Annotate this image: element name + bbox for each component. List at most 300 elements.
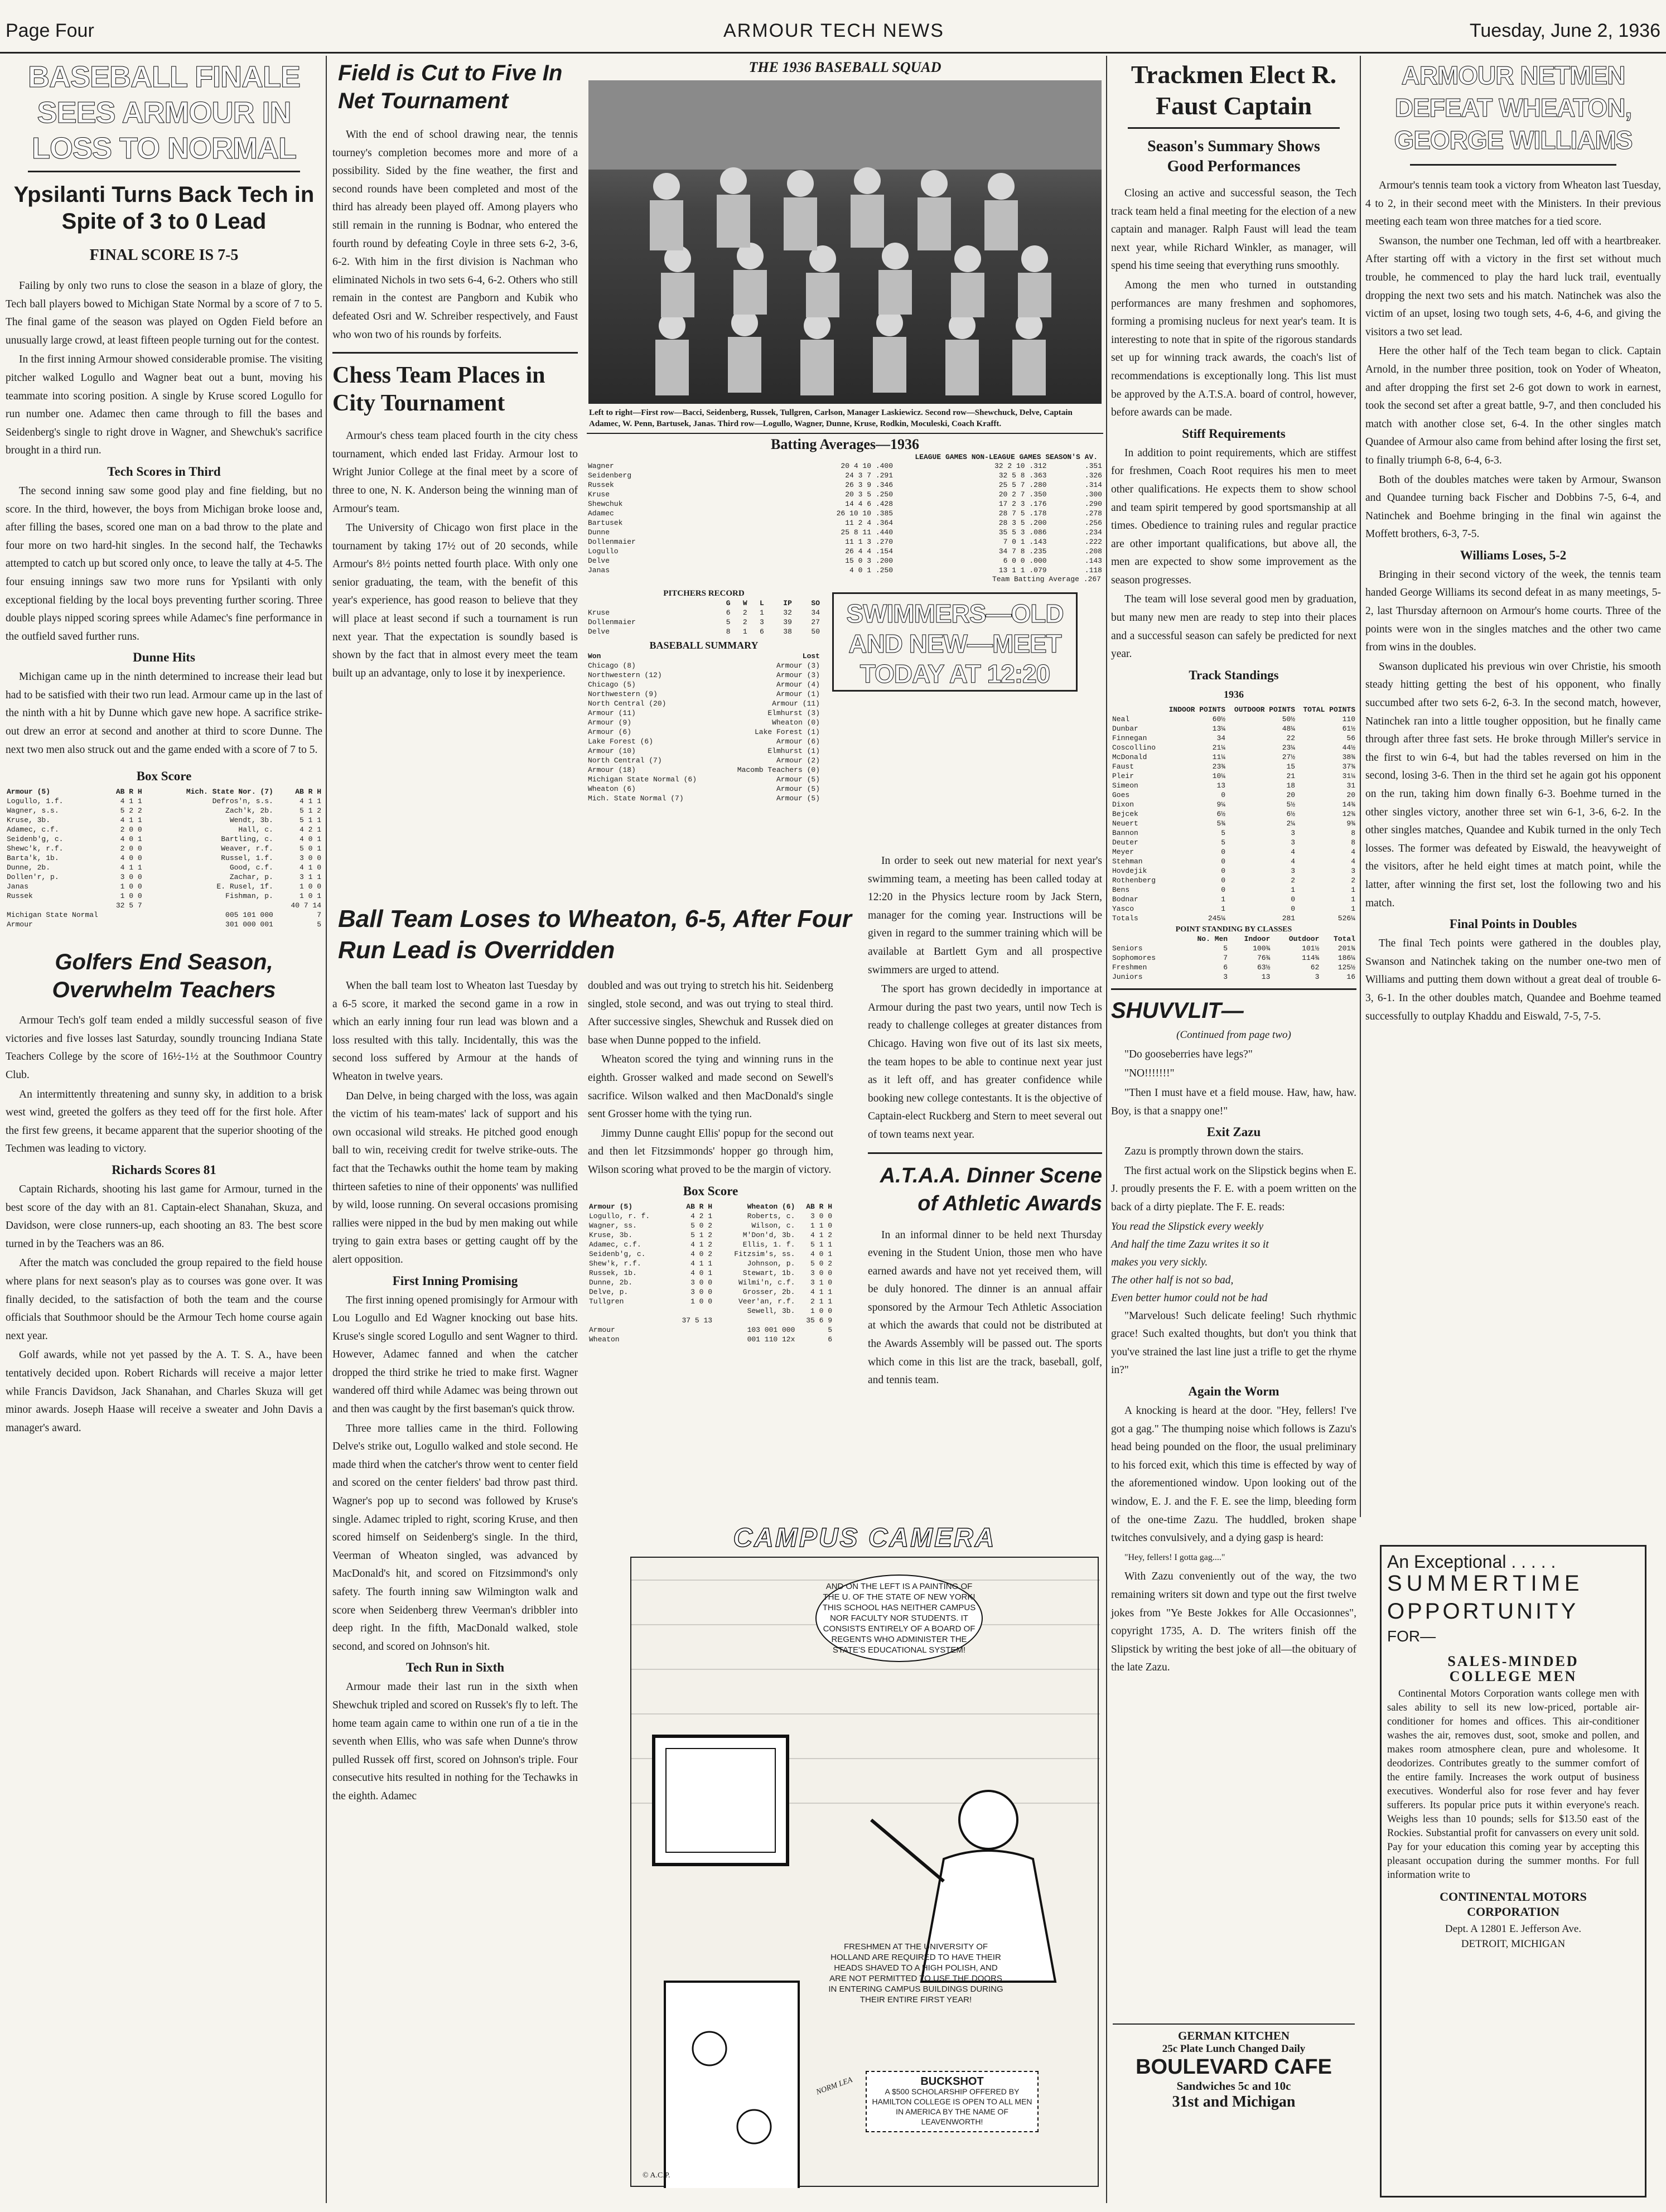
undefined-cell: 0 — [1291, 895, 1296, 904]
undefined-cell: 1 — [742, 627, 747, 636]
undefined-cell: 3 — [1223, 972, 1228, 981]
track-deck: Season's Summary Shows Good Performances — [1147, 138, 1320, 175]
undefined-cell: 4 0 1 .250 — [849, 566, 894, 574]
undefined-cell: Veer'an, r.f. — [738, 1297, 795, 1306]
paragraph: Bringing in their second victory of the week, the tennis team handed George Williams its second defeat in as many meetings, 5-2, last Thursday afternoon on Armour's home courts. Three of the points were won in the singles matches and the other two came from wins in the doubles. — [1365, 568, 1661, 654]
undefined-cell: 6½ — [1286, 809, 1296, 818]
undefined-cell: 26 4 4 .154 — [845, 547, 894, 556]
undefined-cell: 1 — [1291, 885, 1296, 894]
undefined-cell: Wilmi'n, c.f. — [738, 1278, 795, 1287]
paragraph: A knocking is heard at the door. "Hey, fellers! I've got a gag." The thumping noise which follows is Zazu's head being pounded on the floor, the usual preliminary to his forced exit, which this time is effected by way of the aforementioned window. Upon looking out of the window, E. J. and the F. E. see the limp, bleeding form of the one-time Zazu. The huddled, broken shape twitches convulsively, and a dying gasp is heard: — [1111, 1404, 1356, 1544]
team-average: Team Batting Average .267 — [992, 575, 1101, 583]
track-standings-table — [1111, 705, 1356, 923]
class-head-cell: Indoor — [1244, 934, 1271, 943]
undefined — [587, 718, 821, 727]
standings-total-cell: Totals — [1112, 914, 1138, 923]
undefined-cell: 1 — [1351, 885, 1355, 894]
undefined — [587, 528, 1103, 537]
undefined-cell: Armour (6) — [588, 728, 632, 736]
undefined-cell: 8 — [726, 627, 731, 636]
undefined-cell: 5 1 2 — [299, 806, 321, 815]
undefined-cell: 3 — [760, 618, 764, 626]
undefined-cell: Barta'k, 1b. — [7, 854, 59, 863]
undefined-cell: Wagner, ss. — [589, 1221, 637, 1230]
golf-headline: Golfers End Season, Overwhelm Teachers — [52, 950, 276, 1003]
undefined-cell: Wagner, s.s. — [7, 806, 59, 815]
undefined-cell: 15 0 3 .200 — [845, 557, 894, 565]
paragraph: An intermittently threatening and sunny sky, in addition to a brisk west wind, greeted the golfers as they teed off for the first hole. After the first few greens, it became apparent that the superior shooting of the Techmen was leading to victory. — [6, 1088, 322, 1155]
line-team: Michigan State Normal — [7, 911, 98, 920]
undefined-cell: 23¼ — [1282, 743, 1296, 752]
undefined-cell: 28 3 5 .200 — [998, 519, 1047, 527]
undefined-cell: 3 1 0 — [810, 1278, 832, 1287]
undefined-cell: Shew'k, r.f. — [589, 1259, 641, 1268]
undefined-cell: Lake Forest (1) — [754, 728, 820, 736]
column-1 — [6, 59, 322, 2206]
paragraph: Both of the doubles matches were taken by Armour, Swanson and Quandee turning back Fischer and Dobbins 7-5, 6-4, and Natinchek and Boehme bringing in the final win against the Moffett brothers, 6-3, 7-5. — [1365, 474, 1661, 540]
undefined-cell: Wheaton (0) — [772, 718, 820, 727]
undefined-cell: 4 1 1 — [810, 1287, 832, 1296]
undefined — [1111, 714, 1356, 724]
undefined-cell: 4 0 1 — [120, 835, 142, 844]
box-score-totals — [588, 1316, 833, 1325]
undefined — [588, 1211, 833, 1221]
paragraph: The team will lose several good men by graduation, but many new men are ready to step into their places and a successful season can safely be predicted for next year. — [1111, 593, 1356, 660]
class-head-cell: Outdoor — [1288, 934, 1320, 943]
undefined-cell: 38 — [783, 627, 792, 636]
paragraph: Zazu is promptly thrown down the stairs. — [1124, 1146, 1304, 1158]
undefined-cell: 8 — [1351, 838, 1355, 847]
undefined-cell: Russek — [588, 481, 614, 489]
kitchen-address: 31st and Michigan — [1172, 2093, 1296, 2110]
undefined-cell: Shewc'k, r.f. — [7, 844, 64, 853]
paragraph: Armour Tech's golf team ended a mildly successful season of five victories and five losses last Saturday, soundly trouncing Indiana State Teachers College by the score of 16½-1½ at the Southmoor Country Club. — [6, 1015, 322, 1081]
undefined-cell: Armour (5) — [776, 775, 820, 784]
undefined-cell: 4 1 2 — [810, 1230, 832, 1239]
undefined-cell: McDonald — [1112, 752, 1147, 761]
paragraph: Failing by only two runs to close the season in a blaze of glory, the Tech ball players bowed to Michigan State Normal by a score of 7 to 5. The final game of the season was played on Ogden Field before an unusually large crowd, at least fifteen people turning out for the contest. — [6, 280, 322, 346]
undefined-cell: 38¾ — [1342, 752, 1355, 761]
undefined-cell: 0 — [1221, 847, 1226, 856]
line-team: Wheaton — [589, 1335, 620, 1344]
continental-ad — [1380, 1545, 1646, 2197]
ad-company-2: CORPORATION — [1467, 1905, 1559, 1919]
undefined-cell: 4 1 1 — [299, 797, 321, 806]
undefined — [6, 882, 322, 891]
undefined-cell: 4 1 1 — [120, 797, 142, 806]
undefined — [587, 490, 1103, 499]
ad-line-2: SUMMERTIME — [1387, 1571, 1584, 1596]
undefined — [587, 765, 821, 775]
undefined-cell: 5 1 1 — [299, 816, 321, 825]
undefined — [587, 727, 821, 737]
undefined-cell: Deuter — [1112, 838, 1138, 847]
undefined-cell: Sewell, 3b. — [747, 1306, 795, 1315]
undefined-cell: Armour (1) — [776, 690, 820, 698]
undefined-cell: Dunne, 2b. — [7, 863, 51, 872]
paragraph: Swanson duplicated his previous win over Christie, his smooth steady hitting getting the best of his opponent, who finally succumbed after two sets 6-2, 6-3. In the second match, however, Natinchek ran into a little tougher opposition, but he finally came through after three fast sets. He broke through Miller's service in the first to win 6-4, but had the tables reversed on him in the second, losing 3-6. Then in the third set he again got his opponent on the run, taking him down finally 6-3. Boehme turned in the other singles victory, another three set win 6-1, 3-6, 6-2. In the other singles matches, Quandee and Kubik turned in the only Tech losses. The former was defeated by Eiswald, the heavyweight of the visitors, after he held eight times at match point, while the latter, after winning the first set, lost the following two and his match. — [1365, 660, 1661, 909]
undefined-cell: Neal — [1112, 714, 1130, 723]
issue-date: Tuesday, June 2, 1936 — [1469, 20, 1660, 41]
undefined-cell: 114¾ — [1302, 953, 1320, 962]
paragraph: After the match was concluded the group repaired to the field house where plans for next season's play as to courses was gone over. It was finally decided, to the satisfaction of both the team and the course officials that Southmoor should be the Armour Tech home course again next year. — [6, 1257, 322, 1342]
undefined-cell: Stewart, 1b. — [742, 1268, 795, 1277]
line-score-row — [588, 1335, 833, 1344]
undefined-cell: .290 — [1084, 500, 1102, 508]
undefined — [587, 461, 1103, 471]
undefined-cell: 186¼ — [1337, 953, 1355, 962]
undefined-cell: Wheaton (6) — [588, 785, 636, 793]
undefined-cell: .143 — [1084, 557, 1102, 565]
undefined-cell: 5¾ — [1216, 819, 1226, 828]
undefined-cell: Macomb Teachers (0) — [737, 766, 820, 774]
undefined — [587, 689, 821, 699]
undefined-cell: 25 5 7 .280 — [998, 481, 1047, 489]
undefined-cell: 5 2 2 — [120, 806, 142, 815]
paragraph: The final Tech points were gathered in the doubles play, Swanson and Natinchek taking on the number one-two men of Williams and putting them down without a great deal of trouble 6-3, 6-1. In the other doubles match, Quandee and Boehme teamed successfully to outplay Khaddu and Eiswald, 7-5, 7-5. — [1365, 938, 1661, 1022]
undefined-cell: North Central (7) — [588, 756, 662, 765]
line-team: Armour — [589, 1325, 615, 1334]
undefined-cell: 26 10 10 .385 — [836, 509, 894, 518]
undefined-cell: Chicago (5) — [588, 680, 636, 689]
undefined-cell: 4 1 1 — [120, 816, 142, 825]
standings-total-cell: 526¼ — [1337, 914, 1355, 923]
undefined-cell: Dunne — [588, 528, 610, 537]
undefined-cell: 11 1 3 .270 — [845, 538, 894, 546]
pitchers-title: PITCHERS RECORD — [663, 589, 745, 598]
undefined-cell: 2 — [742, 618, 747, 626]
paragraph: doubled and was out trying to stretch his hit. Seidenberg singled, stole second, and was out trying to steal third. After successive singles, Shewchuk and Russek died on base when Dunne popped to the infield. — [588, 980, 833, 1046]
subhead: Exit Zazu — [1206, 1125, 1261, 1139]
undefined — [587, 699, 821, 708]
undefined-cell: Dollenmaier — [588, 538, 636, 546]
cartoonist-signature: NORM LEA — [815, 2075, 854, 2097]
undefined — [1111, 724, 1356, 733]
undefined-cell: 5 — [1221, 838, 1226, 847]
undefined-cell: Defros'n, s.s. — [212, 797, 273, 806]
line-score-row — [6, 910, 322, 920]
undefined-cell: 5 0 2 — [690, 1221, 713, 1230]
line-innings: 005 101 000 — [225, 911, 273, 920]
undefined-cell: 0 — [1291, 904, 1296, 913]
undefined — [587, 661, 821, 670]
standings-total-cell: 245¼ — [1208, 914, 1226, 923]
column-rule — [1360, 56, 1361, 1517]
paper-name: ARMOUR TECH NEWS — [723, 20, 944, 41]
undefined-cell: 5 — [1221, 828, 1226, 837]
cartoon-caption-2: FRESHMEN AT THE UNIVERSITY OF HOLLAND ARE REQUIRED TO HAVE THEIR HEADS SHAVED TO A HIGH POLISH, AND ARE NOT PERMITTED TO USE THE DOORS IN ENTERING CAMPUS BUILDINGS DURING THEIR ENTIRE FIRST YEAR! — [828, 1942, 1003, 2005]
undefined-cell: 4 1 2 — [690, 1240, 713, 1249]
undefined-cell: 3 0 0 — [299, 854, 321, 863]
undefined-cell: Zachar, p. — [229, 873, 273, 882]
undefined-cell: 14 4 6 .428 — [845, 500, 894, 508]
undefined-cell: 7 — [1223, 953, 1228, 962]
undefined-cell: 50½ — [1282, 714, 1296, 723]
undefined-cell: 50 — [811, 627, 820, 636]
undefined-cell: 13 1 1 .079 — [998, 566, 1047, 574]
undefined-cell: Armour (5) — [776, 785, 820, 793]
standings-head-cell: INDOOR POINTS — [1168, 705, 1226, 714]
undefined-cell: Russek, 1b. — [589, 1268, 637, 1277]
undefined — [588, 1268, 833, 1278]
column-3 — [587, 59, 1103, 896]
standings-total-cell: 281 — [1282, 914, 1296, 923]
undefined-cell: 201¾ — [1337, 944, 1355, 953]
box-score-table — [6, 787, 322, 929]
cartoon-credit: © A.C.P. — [643, 2171, 670, 2180]
box-head: Wheaton (6) — [747, 1202, 795, 1211]
undefined-cell: Yasco — [1112, 904, 1134, 913]
undefined-cell: 16 — [1346, 972, 1355, 981]
buckshot-text: A $500 SCHOLARSHIP OFFERED BY HAMILTON COLLEGE IS OPEN TO ALL MEN IN AMERICA BY THE NAME OF LEAVENWORTH! — [872, 2087, 1032, 2126]
undefined — [587, 566, 1103, 575]
undefined-cell: 1 — [1221, 904, 1226, 913]
undefined — [588, 1278, 833, 1287]
subhead: Final Points in Doubles — [1449, 917, 1577, 931]
undefined-cell: Finnegan — [1112, 733, 1147, 742]
undefined — [1111, 963, 1356, 972]
ad-line-5: SALES-MINDED — [1447, 1653, 1579, 1669]
undefined-cell: 4 0 1 — [299, 835, 321, 844]
subhead: First Inning Promising — [392, 1273, 518, 1288]
undefined-cell — [588, 1306, 670, 1316]
subhead: Again the Worm — [1188, 1384, 1279, 1398]
undefined-cell: Adamec, c.f. — [7, 825, 59, 834]
undefined-cell: 21 — [1286, 771, 1296, 780]
line-innings: 301 000 001 — [225, 920, 273, 929]
undefined-cell: 3 — [1291, 828, 1296, 837]
undefined-cell: Seidenb'g, c. — [589, 1249, 646, 1258]
undefined — [1111, 781, 1356, 790]
undefined-cell: 3 0 0 — [690, 1287, 713, 1296]
subhead: Tech Scores in Third — [107, 464, 221, 479]
cafe-name: BOULEVARD CAFE — [1136, 2055, 1332, 2079]
undefined-cell: 25 8 11 .440 — [841, 528, 894, 537]
undefined-cell — [670, 1306, 713, 1316]
baseball-headline: BASEBALL FINALE SEES ARMOUR IN LOSS TO NORMAL — [27, 60, 300, 165]
netmen-headline: ARMOUR NETMEN DEFEAT WHEATON, GEORGE WILLIAMS — [1394, 61, 1633, 154]
undefined — [1111, 904, 1356, 914]
line-innings: 001 110 12x — [747, 1335, 795, 1344]
undefined-cell: Johnson, p. — [747, 1259, 795, 1268]
paragraph: Closing an active and successful season, the Tech track team held a final meeting for the election of a new captain and manager. Ralph Faust will lead the team next year, while Richard Winkler, as manager, will spend his time seeing that everything runs smoothly. — [1111, 187, 1356, 272]
undefined-cell: Armour (11) — [588, 709, 636, 717]
undefined — [6, 872, 322, 882]
undefined-cell: 15 — [1286, 762, 1296, 771]
undefined-cell: Grosser, 2b. — [742, 1287, 795, 1296]
undefined-cell: 20 — [1286, 790, 1296, 799]
standings-head — [1111, 705, 1356, 714]
undefined-cell: 2 — [1291, 876, 1296, 885]
undefined-cell: 4 — [1351, 847, 1355, 856]
undefined-cell: 4 1 0 — [299, 863, 321, 872]
paragraph: In the first inning Armour showed considerable promise. The visiting pitcher walked Logullo and Wagner beat out a bunt, moving his teammate into scoring position. A single by Kruse scored Logullo for run number one. Adamec then came through to fill the bases and Seidenberg's single to right drove in Wagner, and Shewchuk's sacrifice brought in a third run. — [6, 354, 322, 457]
undefined-cell: 39 — [783, 618, 792, 626]
undefined-cell: 26 3 9 .346 — [845, 481, 894, 489]
undefined-cell: 6 0 0 .000 — [1003, 557, 1047, 565]
undefined-cell: Bens — [1112, 885, 1130, 894]
undefined-cell: 9¼ — [1216, 800, 1226, 809]
undefined-cell: 125½ — [1337, 963, 1355, 972]
chess-headline: Chess Team Places in City Tournament — [332, 363, 545, 417]
undefined-cell: 2 — [1351, 876, 1355, 885]
paragraph: When the ball team lost to Wheaton last Tuesday by a 6-5 score, it marked the second game in a row in which an early inning four run lead was blown and a loss resulted with this tally. Incidentally, this was the second loss suffered by Armour at the hands of Wheaton in twelve years. — [332, 980, 578, 1083]
undefined — [587, 794, 821, 803]
undefined-cell: 34 — [811, 608, 820, 617]
summary-title: BASEBALL SUMMARY — [649, 640, 759, 651]
subhead: Stiff Requirements — [1182, 426, 1286, 441]
summary-table — [587, 651, 821, 803]
undefined-cell: 4 0 2 — [690, 1249, 713, 1258]
divider — [332, 352, 578, 354]
undefined-cell: 32 — [783, 608, 792, 617]
paragraph: "NO!!!!!!!" — [1124, 1068, 1175, 1080]
undefined-cell: 44½ — [1342, 743, 1355, 752]
ad-city: DETROIT, MICHIGAN — [1461, 1938, 1566, 1950]
undefined — [588, 1230, 833, 1240]
undefined-cell: Bannon — [1112, 828, 1138, 837]
undefined-cell: Armour (4) — [776, 680, 820, 689]
undefined — [588, 1259, 833, 1268]
undefined-cell: 3 — [1351, 866, 1355, 875]
pitchers-head-cell: W — [742, 599, 747, 607]
box-score-table — [588, 1202, 833, 1344]
paragraph: Armour made their last run in the sixth when Shewchuk tripled and scored on Russek's fly to left. The home team again came to within one run of a tie in the seventh when Ellis, who was safe when Dunne's throw pulled Russek off first, scored on Johnson's triple. Four consecutive hits resulted in nothing for the Techawks in the eighth. Adamec — [332, 1681, 578, 1802]
undefined-cell: Kruse — [588, 490, 610, 499]
undefined-cell: E. Rusel, 1f. — [216, 882, 273, 891]
cartoon-bubble-1: AND ON THE LEFT IS A PAINTING OF THE U. OF THE STATE OF NEW YORK! THIS SCHOOL HAS NEITHER CAMPUS NOR FACULTY NOR STUDENTS. IT CONSISTS ENTIRELY OF A BOARD OF REGENTS WHO ADMINISTER THE STATE'S EDUCATIONAL SYSTEM! — [815, 1575, 983, 1662]
undefined-cell: 31¼ — [1342, 771, 1355, 780]
undefined-cell: 5½ — [1286, 800, 1296, 809]
paragraph: "Marvelous! Such delicate feeling! Such rhythmic grace! Such exalted thoughts, but don't you think that you've strained the last line just a trifle to get the rhyme in?" — [1111, 1310, 1356, 1377]
undefined-cell: Armour (18) — [588, 766, 636, 774]
baseball-final-score: FINAL SCORE IS 7-5 — [89, 247, 239, 264]
squad-caption: Left to right—First row—Bacci, Seidenberg, Russek, Tullgren, Carlson, Manager Laskiewicz. Second row—Shewchuck, Delve, Captain Adamec, W. Penn, Bartusek, Janas. Third row—Logullo, Wagner, Dunne, Kruse, Rodkin, Moculeski, Coach Krafft. — [589, 408, 1073, 428]
team-photo-illustration — [588, 80, 1102, 404]
undefined — [1111, 895, 1356, 904]
line-runs: 7 — [317, 911, 321, 920]
undefined — [587, 627, 821, 636]
undefined-cell: .314 — [1084, 481, 1102, 489]
column-rule — [1106, 56, 1107, 2203]
box-total: 40 7 14 — [291, 901, 321, 910]
undefined-cell: 4 2 1 — [299, 825, 321, 834]
column-5 — [1365, 59, 1661, 1520]
class-head — [1111, 934, 1356, 944]
undefined — [587, 537, 1103, 547]
undefined-cell: 1 1 0 — [810, 1221, 832, 1230]
undefined-cell: 1 0 0 — [810, 1306, 832, 1315]
ad-line-3: OPPORTUNITY — [1387, 1599, 1579, 1624]
divider — [868, 1152, 1102, 1154]
undefined-cell: 5 0 1 — [299, 844, 321, 853]
undefined-cell: Northwestern (9) — [588, 690, 658, 698]
undefined-cell: 20 — [1346, 790, 1355, 799]
undefined-cell: 6½ — [1216, 809, 1226, 818]
undefined-cell: Lake Forest (6) — [588, 737, 654, 746]
class-standing-table — [1111, 934, 1356, 982]
undefined-cell: Rothenberg — [1112, 876, 1156, 885]
paragraph: "Hey, fellers! I gotta gag...." — [1124, 1552, 1225, 1562]
subhead: Tech Run in Sixth — [405, 1660, 505, 1675]
divider — [1111, 988, 1356, 990]
box-head: AB R H — [806, 1202, 832, 1211]
undefined-cell: Zach'k, 2b. — [225, 806, 273, 815]
undefined-cell: Northwestern (12) — [588, 671, 662, 679]
tennis-field-headline: Field is Cut to Five In Net Tournament — [338, 61, 563, 113]
undefined-cell: Kruse — [588, 608, 610, 617]
pitchers-head-cell: SO — [811, 599, 820, 607]
standings-head-cell — [1111, 705, 1162, 714]
undefined-cell: .300 — [1084, 490, 1102, 499]
undefined-cell: Seidenb'g, c. — [7, 835, 64, 844]
undefined-cell: Adamec — [588, 509, 614, 518]
paragraph: Golf awards, while not yet passed by the A. T. S. A., have been tentatively decided upon. Robert Richards will receive a major letter while Francis Davidson, Jack Shanahan, and Charles Skuza will get minor awards. Joseph Haase will receive a sweater and John Davis a manager's award. — [6, 1349, 322, 1434]
undefined — [1111, 838, 1356, 847]
undefined-cell: Armour (5) — [776, 794, 820, 803]
undefined-cell: 1 — [1221, 895, 1226, 904]
ad-body: Continental Motors Corporation wants college men with sales ability to sell its new low-priced, portable air-conditioner for homes and offices. This air-conditioner washes the air, removes dust, soot, smoke and pollen, and makes room atmosphere clean, pure and wholesome. It deodorizes. Contributes greatly to the summer comfort of the entire family. Increases the work output of business executives. Wonderful also for rose fever and hay fever sufferers. Its popular price puts it within everyone's reach. Weighs less than 10 pounds; sells for $13.50 east of the Rockies. Substantial profit for canvassers on every unit sold. Pay for your education this coming year by accepting this pleasant occupation during the summer months. For full information write to — [1387, 1688, 1639, 1881]
undefined-cell: Delve, p. — [589, 1287, 629, 1296]
line-runs: 6 — [828, 1335, 832, 1344]
shuvvlit-title: SHUVVLIT— — [1111, 998, 1244, 1023]
ad-company: CONTINENTAL MOTORS — [1440, 1890, 1587, 1904]
undefined — [588, 1287, 833, 1297]
averages-title: Batting Averages—1936 — [587, 433, 1103, 453]
poem — [1111, 1218, 1356, 1307]
undefined-cell: 100¾ — [1253, 944, 1271, 953]
paragraph: Captain Richards, shooting his last game for Armour, turned in the best score of the day with an 81. Captain-elect Shanahan, Skuza, and Davidson, were close runners-up, each shooting an 83. The best score turned in by the Teachers was an 86. — [6, 1184, 322, 1250]
undefined-cell: 7 0 1 .143 — [1003, 538, 1047, 546]
undefined — [1111, 944, 1356, 953]
undefined-cell: .234 — [1084, 528, 1102, 537]
undefined — [6, 825, 322, 834]
undefined — [1111, 809, 1356, 819]
undefined-cell: 22 — [1286, 733, 1296, 742]
paragraph: With the end of school drawing near, the tennis tourney's completion becomes more and more of a possibility. Sided by the fine weather, the first and second rounds have been completed and most of the third has already been played off. Among players who still remain in the running is Bodnar, who entered the fourth round by defeating Coyle in three sets 6-2, 3-6, 6-2. With him in the first division is Nachman who eliminated Nichols in two sets 6-4, 6-2. Others who still remain in the contest are Pangborn and Kubik who defeated Osri and W. Schreiber respectively, and Faust who won two of his rounds by forfeits. — [332, 129, 578, 341]
undefined-cell: 0 — [1221, 857, 1226, 866]
undefined-cell: .351 — [1084, 462, 1102, 470]
undefined-cell: 2¼ — [1286, 819, 1296, 828]
undefined — [587, 775, 821, 784]
page-number: Page Four — [6, 20, 94, 41]
undefined-cell: 35 5 3 .086 — [998, 528, 1047, 537]
paragraph: Swanson, the number one Techman, led off with a heartbreaker. After starting off with a victory in the first set without much trouble, he commenced to play the hard luck trail, eventually dropping the next two sets and his match. Natinchek was also the victim of an upset, losing two tough sets, 4-6, 4-6, and giving the visitors a two set lead. — [1365, 235, 1661, 338]
undefined-cell: Goes — [1112, 790, 1130, 799]
undefined — [1111, 876, 1356, 885]
undefined-cell: 110 — [1342, 714, 1355, 723]
undefined-cell: Fishman, p. — [225, 892, 273, 901]
undefined-cell: .118 — [1084, 566, 1102, 574]
track-headline: Trackmen Elect R. Faust Captain — [1131, 60, 1337, 120]
cartoon-frame — [630, 1557, 1099, 2187]
undefined-cell: Dollen'r, p. — [7, 873, 59, 882]
box-head: AB R H — [686, 1202, 713, 1211]
undefined-cell: 3 — [1291, 866, 1296, 875]
kitchen-name: GERMAN KITCHEN — [1177, 2029, 1290, 2042]
undefined-cell: Seniors — [1112, 944, 1143, 953]
undefined-cell: Delve — [588, 557, 610, 565]
undefined — [1111, 733, 1356, 743]
undefined-cell: 11 2 4 .364 — [845, 519, 894, 527]
pitchers-head-cell — [587, 598, 714, 608]
undefined-cell: 3 0 0 — [690, 1278, 713, 1287]
undefined-cell: 11¼ — [1212, 752, 1226, 761]
poem-line: You read the Slipstick every weekly — [1111, 1220, 1264, 1233]
undefined-cell: Michigan State Normal (6) — [588, 775, 697, 784]
swimmers-article — [868, 852, 1102, 1387]
paragraph: In an informal dinner to be held next Thursday evening in the Student Union, those men who have earned awards and have not yet received them, will be duly honored. The dinner is an annual affair sponsored by the Armour Tech Athletic Association at which the awards that could not be distributed at the Awards Assembly will be passed out. The sports which come in this list are the track, baseball, golf, and tennis team. — [868, 1229, 1102, 1387]
